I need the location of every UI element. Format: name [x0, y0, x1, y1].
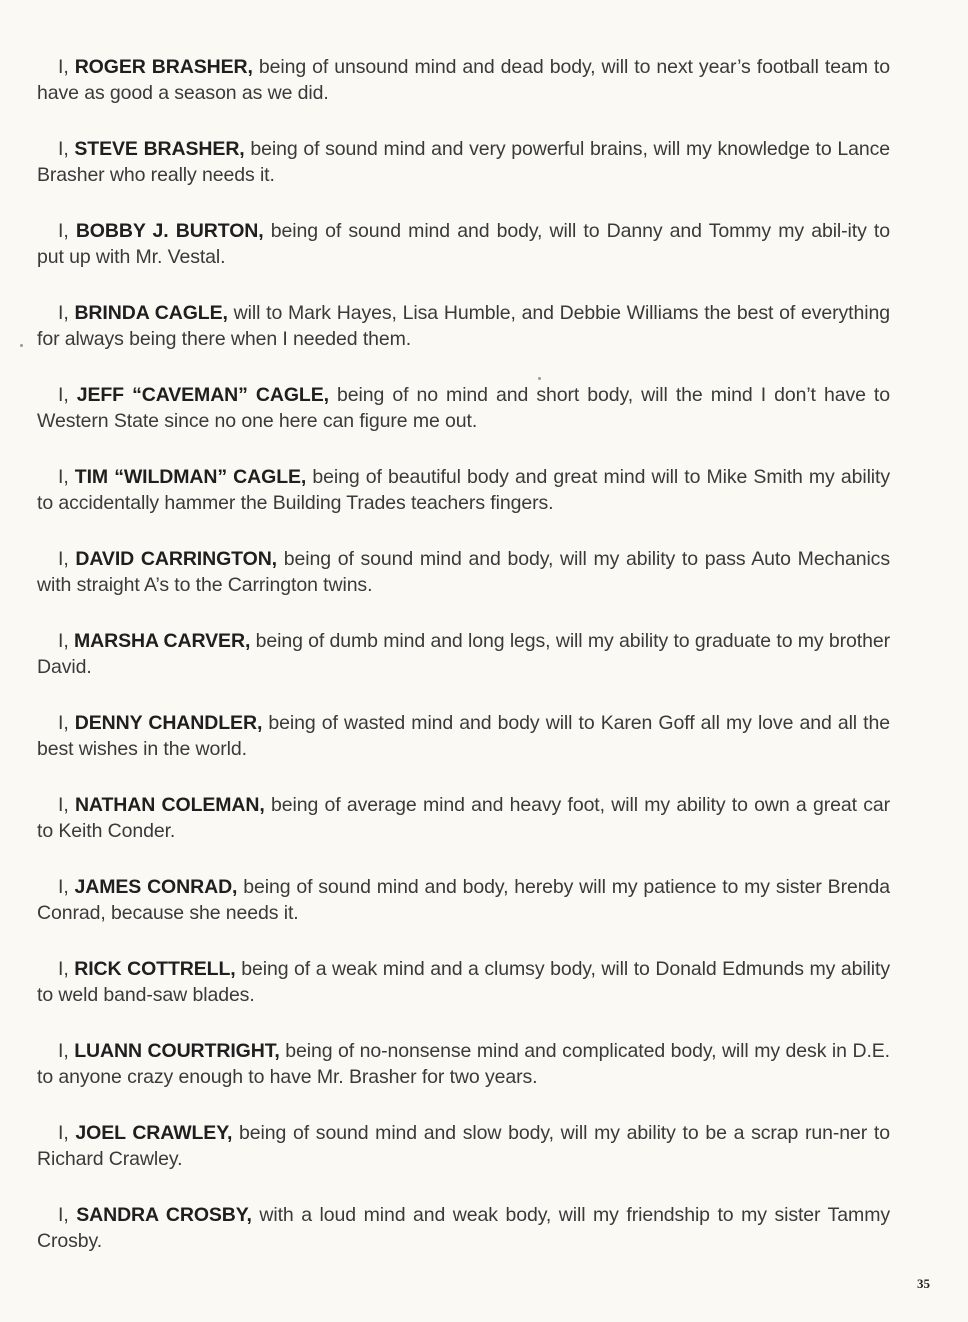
student-name: DENNY CHANDLER,	[74, 712, 263, 734]
entry-prefix: I,	[58, 1204, 77, 1226]
entry-prefix: I,	[58, 384, 77, 406]
will-text: being of no-nonsense mind and complicated body, will my desk in D.E. to anyone crazy enough to have Mr. Brasher for two years.	[37, 1040, 890, 1088]
will-text: being of sound mind and body, hereby will my patience to my sister Brenda Conrad, because she needs it.	[37, 876, 890, 924]
will-text: being of no mind and short body, will the mind I don’t have to Western State since no one here can figure me out.	[37, 384, 890, 432]
will-entry-tim-cagle	[37, 464, 890, 516]
will-text: with a loud mind and weak body, will my friendship to my sister Tammy Crosby.	[37, 1204, 890, 1252]
will-text: being of a weak mind and a clumsy body, will to Donald Edmunds my ability to weld band-saw blades.	[37, 958, 890, 1006]
entry-prefix: I,	[58, 56, 75, 78]
student-name: TIM “WILDMAN” CAGLE,	[74, 466, 307, 488]
will-entry-brinda-cagle	[37, 300, 890, 352]
will-entry-sandra-crosby	[37, 1202, 890, 1254]
will-entry-jeff-cagle	[37, 382, 890, 434]
page-number: 35	[917, 1276, 930, 1291]
student-name: JOEL CRAWLEY,	[75, 1122, 233, 1144]
will-entry-james-conrad	[37, 874, 890, 926]
entry-prefix: I,	[58, 794, 75, 816]
will-entry-david-carrington	[37, 546, 890, 598]
student-name: MARSHA CARVER,	[73, 630, 251, 652]
entry-prefix: I,	[58, 958, 75, 980]
student-name: DAVID CARRINGTON,	[75, 548, 277, 570]
entry-prefix: I,	[58, 1040, 75, 1062]
will-text: being of wasted mind and body will to Karen Goff all my love and all the best wishes in the world.	[37, 712, 890, 760]
entry-prefix: I,	[58, 630, 74, 652]
will-entry-bobby-burton	[37, 218, 890, 270]
student-name: STEVE BRASHER,	[74, 138, 245, 160]
print-speck	[20, 344, 23, 347]
entry-prefix: I,	[58, 138, 75, 160]
will-entry-nathan-coleman	[37, 792, 890, 844]
will-text: being of dumb mind and long legs, will my ability to graduate to my brother David.	[37, 630, 890, 678]
will-entry-marsha-carver	[37, 628, 890, 680]
student-name: SANDRA CROSBY,	[76, 1204, 252, 1226]
will-entry-steve-brasher	[37, 136, 890, 188]
will-text: being of sound mind and body, will to Danny and Tommy my abil-ity to put up with Mr. Vestal.	[37, 220, 890, 268]
entry-prefix: I,	[58, 302, 75, 324]
student-name: JEFF “CAVEMAN” CAGLE,	[76, 384, 329, 406]
student-name: RICK COTTRELL,	[74, 958, 236, 980]
student-name: NATHAN COLEMAN,	[74, 794, 265, 816]
entry-prefix: I,	[58, 1122, 76, 1144]
will-text: being of unsound mind and dead body, will to next year’s football team to have as good a season as we did.	[37, 56, 890, 104]
student-name: JAMES CONRAD,	[74, 876, 238, 898]
will-text: being of sound mind and body, will my ability to pass Auto Mechanics with straight A’s to the Carrington twins.	[37, 548, 890, 596]
entry-prefix: I,	[58, 548, 76, 570]
will-text: being of beautiful body and great mind will to Mike Smith my ability to accidentally hammer the Building Trades teachers fingers.	[37, 466, 890, 514]
will-entry-roger-brasher	[37, 54, 890, 106]
student-name: ROGER BRASHER,	[74, 56, 253, 78]
will-text: being of sound mind and slow body, will my ability to be a scrap run-ner to Richard Crawley.	[37, 1122, 890, 1170]
senior-wills-list	[37, 54, 890, 1284]
entry-prefix: I,	[58, 712, 75, 734]
will-entry-rick-cottrell	[37, 956, 890, 1008]
entry-prefix: I,	[58, 876, 75, 898]
student-name: BOBBY J. BURTON,	[75, 220, 264, 242]
student-name: BRINDA CAGLE,	[74, 302, 228, 324]
will-entry-joel-crawley	[37, 1120, 890, 1172]
will-text: being of sound mind and very powerful brains, will my knowledge to Lance Brasher who really needs it.	[37, 138, 890, 186]
student-name: LUANN COURTRIGHT,	[74, 1040, 280, 1062]
entry-prefix: I,	[58, 466, 75, 488]
will-text: will to Mark Hayes, Lisa Humble, and Debbie Williams the best of everything for always being there when I needed them.	[37, 302, 890, 350]
will-entry-luann-courtright	[37, 1038, 890, 1090]
will-text: being of average mind and heavy foot, will my ability to own a great car to Keith Conder.	[37, 794, 890, 842]
will-entry-denny-chandler	[37, 710, 890, 762]
entry-prefix: I,	[58, 220, 76, 242]
print-speck	[538, 377, 541, 380]
